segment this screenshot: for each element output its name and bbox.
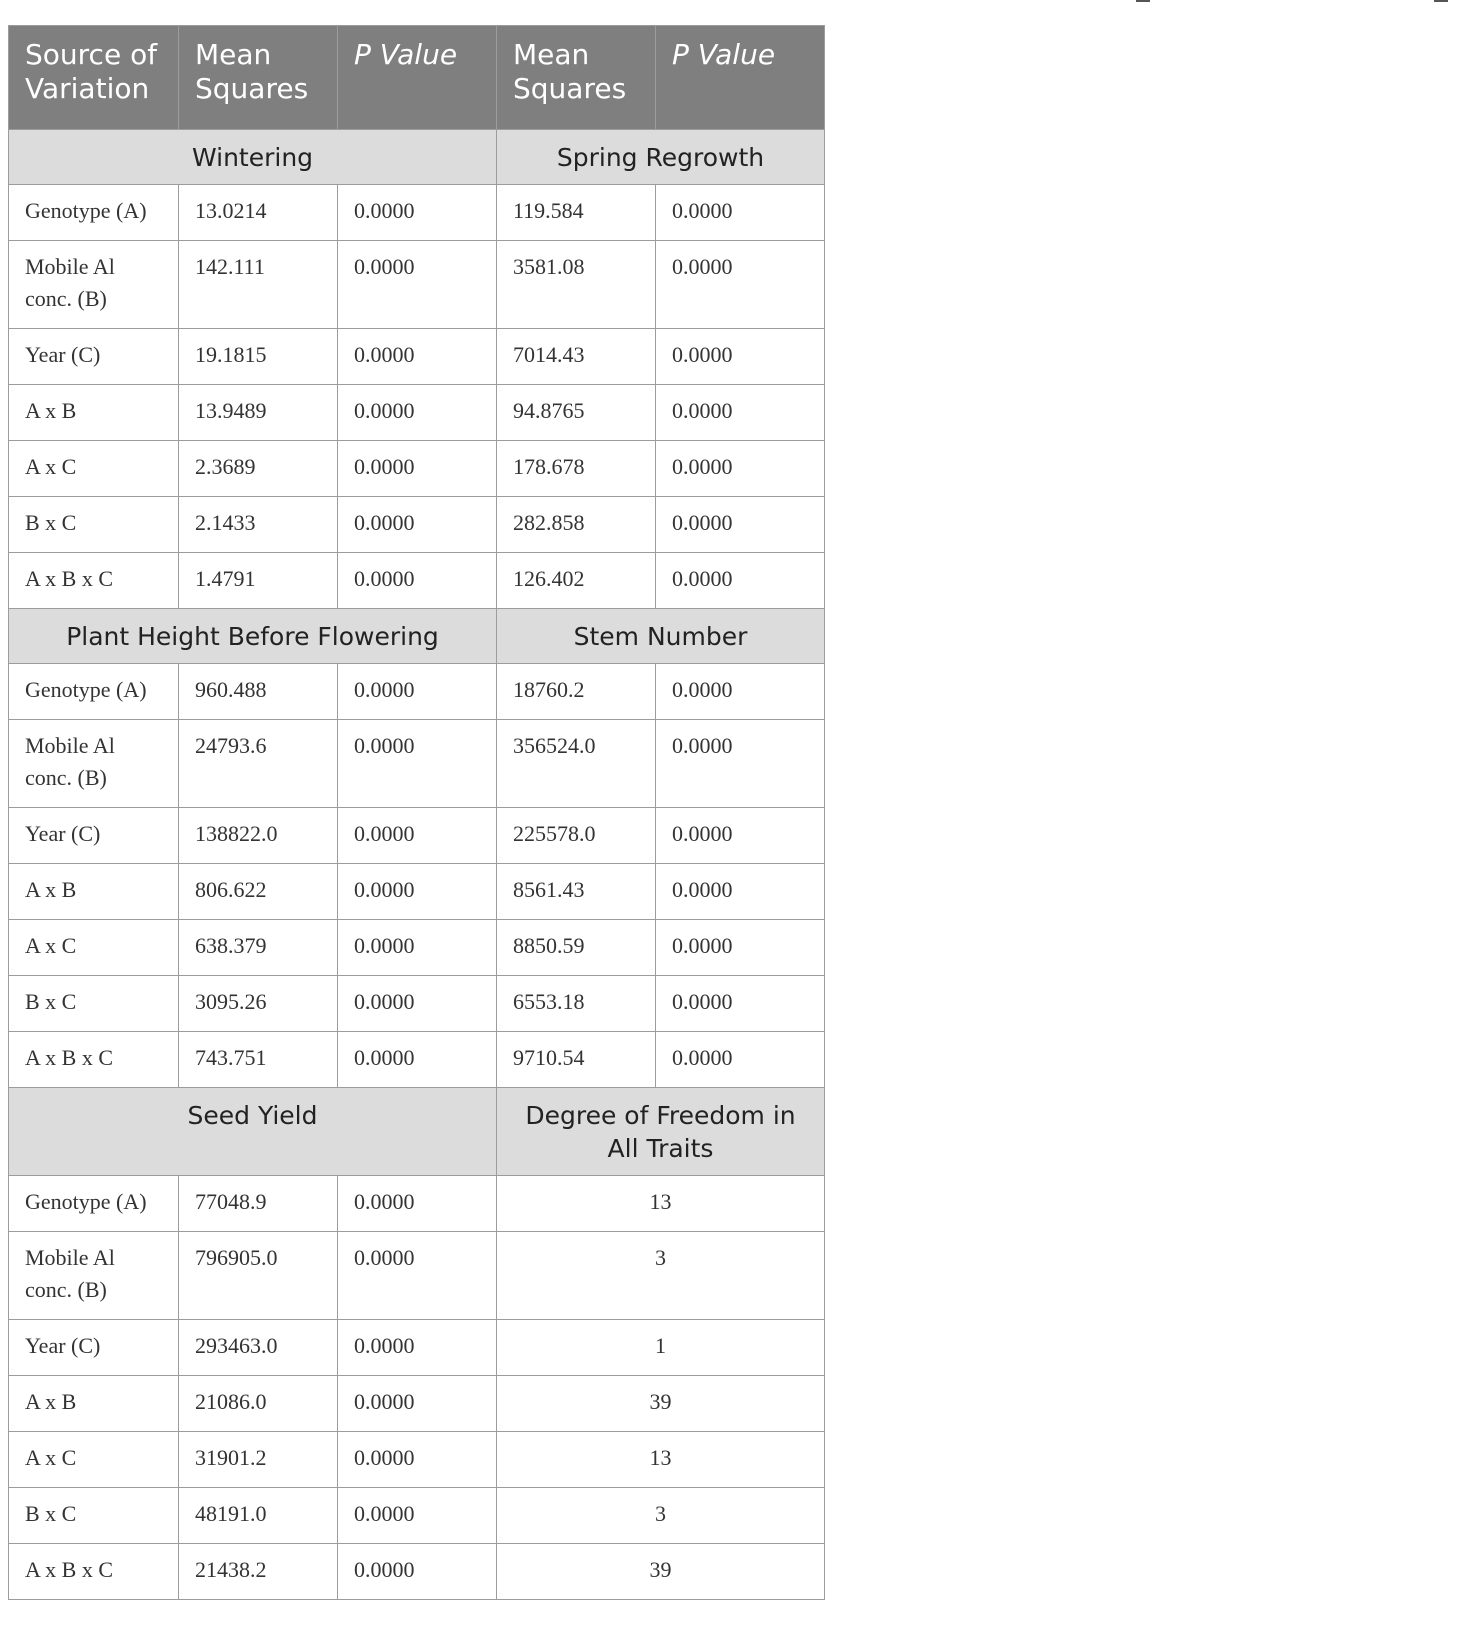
mean-squares-cell: 638.379 xyxy=(179,920,338,976)
source-cell: B x C xyxy=(9,497,179,553)
p-value-cell: 0.0000 xyxy=(338,441,497,497)
degree-of-freedom-cell: 39 xyxy=(497,1376,825,1432)
degree-of-freedom-cell: 13 xyxy=(497,1176,825,1232)
p-value-cell: 0.0000 xyxy=(338,1432,497,1488)
section-title-left: Seed Yield xyxy=(9,1088,497,1176)
source-cell: A x B xyxy=(9,864,179,920)
mean-squares-cell: 31901.2 xyxy=(179,1432,338,1488)
source-cell: Year (C) xyxy=(9,808,179,864)
table-row xyxy=(9,329,825,385)
section-title-right: Spring Regrowth xyxy=(497,130,825,185)
source-cell: Mobile Al conc. (B) xyxy=(9,241,179,329)
mean-squares-cell: 356524.0 xyxy=(497,720,656,808)
p-value-cell: 0.0000 xyxy=(656,808,825,864)
p-value-cell: 0.0000 xyxy=(656,720,825,808)
p-value-cell: 0.0000 xyxy=(656,241,825,329)
table-row xyxy=(9,1320,825,1376)
degree-of-freedom-cell: 39 xyxy=(497,1544,825,1600)
p-value-cell: 0.0000 xyxy=(656,664,825,720)
p-value-cell: 0.0000 xyxy=(338,1032,497,1088)
table-row xyxy=(9,1488,825,1544)
section-title-right: Degree of Freedom in All Traits xyxy=(497,1088,825,1176)
table-row xyxy=(9,497,825,553)
mean-squares-cell: 743.751 xyxy=(179,1032,338,1088)
header-p-value-1 xyxy=(338,26,497,130)
mean-squares-cell: 24793.6 xyxy=(179,720,338,808)
table-row xyxy=(9,920,825,976)
p-value-cell: 0.0000 xyxy=(656,553,825,609)
degree-of-freedom-cell: 3 xyxy=(497,1488,825,1544)
p-value-cell: 0.0000 xyxy=(338,329,497,385)
p-value-cell: 0.0000 xyxy=(656,1032,825,1088)
table-row xyxy=(9,1232,825,1320)
table-row xyxy=(9,1544,825,1600)
table-row xyxy=(9,976,825,1032)
source-cell: Year (C) xyxy=(9,329,179,385)
table-row xyxy=(9,1032,825,1088)
table-row xyxy=(9,553,825,609)
table-row xyxy=(9,1432,825,1488)
mean-squares-cell: 142.111 xyxy=(179,241,338,329)
mean-squares-cell: 7014.43 xyxy=(497,329,656,385)
section-title-right: Stem Number xyxy=(497,609,825,664)
source-cell: A x B xyxy=(9,385,179,441)
section-header-row xyxy=(9,609,825,664)
source-cell: A x B x C xyxy=(9,553,179,609)
source-cell: A x C xyxy=(9,441,179,497)
source-cell: A x C xyxy=(9,920,179,976)
mean-squares-cell: 13.0214 xyxy=(179,185,338,241)
p-value-cell: 0.0000 xyxy=(338,864,497,920)
p-value-cell: 0.0000 xyxy=(338,720,497,808)
mean-squares-cell: 21086.0 xyxy=(179,1376,338,1432)
source-cell: A x B x C xyxy=(9,1032,179,1088)
source-cell: Mobile Al conc. (B) xyxy=(9,720,179,808)
mean-squares-cell: 1.4791 xyxy=(179,553,338,609)
section-title-left: Plant Height Before Flowering xyxy=(9,609,497,664)
p-value-cell: 0.0000 xyxy=(338,1376,497,1432)
p-value-cell: 0.0000 xyxy=(338,185,497,241)
p-value-cell: 0.0000 xyxy=(338,1320,497,1376)
mean-squares-cell: 8850.59 xyxy=(497,920,656,976)
mean-squares-cell: 94.8765 xyxy=(497,385,656,441)
source-cell: Genotype (A) xyxy=(9,1176,179,1232)
table-row xyxy=(9,1376,825,1432)
mean-squares-cell: 806.622 xyxy=(179,864,338,920)
header-mean-squares-2: Mean Squares xyxy=(497,26,656,130)
mean-squares-cell: 21438.2 xyxy=(179,1544,338,1600)
table-row xyxy=(9,664,825,720)
mean-squares-cell: 9710.54 xyxy=(497,1032,656,1088)
p-value-cell: 0.0000 xyxy=(338,976,497,1032)
table-row xyxy=(9,864,825,920)
p-value-cell: 0.0000 xyxy=(656,497,825,553)
source-cell: Year (C) xyxy=(9,1320,179,1376)
p-value-cell: 0.0000 xyxy=(656,185,825,241)
mean-squares-cell: 3581.08 xyxy=(497,241,656,329)
p-value-cell: 0.0000 xyxy=(338,497,497,553)
mean-squares-cell: 3095.26 xyxy=(179,976,338,1032)
table-row xyxy=(9,808,825,864)
mean-squares-cell: 18760.2 xyxy=(497,664,656,720)
source-cell: Genotype (A) xyxy=(9,185,179,241)
mean-squares-cell: 225578.0 xyxy=(497,808,656,864)
mean-squares-cell: 77048.9 xyxy=(179,1176,338,1232)
p-value-cell: 0.0000 xyxy=(338,385,497,441)
corner-dash-left xyxy=(1136,0,1150,2)
corner-dash-right xyxy=(1434,0,1448,2)
section-header-row xyxy=(9,1088,825,1176)
section-title-left: Wintering xyxy=(9,130,497,185)
header-p-value-2-text: P Value xyxy=(672,38,776,71)
p-value-cell: 0.0000 xyxy=(338,1488,497,1544)
mean-squares-cell: 138822.0 xyxy=(179,808,338,864)
mean-squares-cell: 796905.0 xyxy=(179,1232,338,1320)
table-row xyxy=(9,441,825,497)
p-value-cell: 0.0000 xyxy=(656,976,825,1032)
p-value-cell: 0.0000 xyxy=(656,864,825,920)
table-row xyxy=(9,1176,825,1232)
degree-of-freedom-cell: 1 xyxy=(497,1320,825,1376)
mean-squares-cell: 6553.18 xyxy=(497,976,656,1032)
table-body xyxy=(9,130,825,1600)
mean-squares-cell: 13.9489 xyxy=(179,385,338,441)
source-cell: Mobile Al conc. (B) xyxy=(9,1232,179,1320)
anova-table xyxy=(8,25,825,1600)
table-row xyxy=(9,241,825,329)
p-value-cell: 0.0000 xyxy=(656,441,825,497)
source-cell: B x C xyxy=(9,976,179,1032)
header-p-value-2 xyxy=(656,26,825,130)
p-value-cell: 0.0000 xyxy=(338,664,497,720)
p-value-cell: 0.0000 xyxy=(338,553,497,609)
table-row xyxy=(9,185,825,241)
p-value-cell: 0.0000 xyxy=(338,920,497,976)
degree-of-freedom-cell: 3 xyxy=(497,1232,825,1320)
p-value-cell: 0.0000 xyxy=(338,1176,497,1232)
header-source: Source of Variation xyxy=(9,26,179,130)
section-header-row xyxy=(9,130,825,185)
mean-squares-cell: 119.584 xyxy=(497,185,656,241)
p-value-cell: 0.0000 xyxy=(338,1544,497,1600)
degree-of-freedom-cell: 13 xyxy=(497,1432,825,1488)
header-row xyxy=(9,26,825,130)
p-value-cell: 0.0000 xyxy=(338,241,497,329)
mean-squares-cell: 126.402 xyxy=(497,553,656,609)
source-cell: A x B xyxy=(9,1376,179,1432)
mean-squares-cell: 8561.43 xyxy=(497,864,656,920)
table-row xyxy=(9,385,825,441)
mean-squares-cell: 2.1433 xyxy=(179,497,338,553)
mean-squares-cell: 282.858 xyxy=(497,497,656,553)
mean-squares-cell: 19.1815 xyxy=(179,329,338,385)
p-value-cell: 0.0000 xyxy=(656,329,825,385)
mean-squares-cell: 178.678 xyxy=(497,441,656,497)
header-p-value-1-text: P Value xyxy=(354,38,458,71)
p-value-cell: 0.0000 xyxy=(338,1232,497,1320)
p-value-cell: 0.0000 xyxy=(656,385,825,441)
header-mean-squares-1: Mean Squares xyxy=(179,26,338,130)
table-row xyxy=(9,720,825,808)
p-value-cell: 0.0000 xyxy=(338,808,497,864)
source-cell: A x C xyxy=(9,1432,179,1488)
mean-squares-cell: 960.488 xyxy=(179,664,338,720)
source-cell: A x B x C xyxy=(9,1544,179,1600)
mean-squares-cell: 2.3689 xyxy=(179,441,338,497)
source-cell: Genotype (A) xyxy=(9,664,179,720)
mean-squares-cell: 48191.0 xyxy=(179,1488,338,1544)
source-cell: B x C xyxy=(9,1488,179,1544)
mean-squares-cell: 293463.0 xyxy=(179,1320,338,1376)
p-value-cell: 0.0000 xyxy=(656,920,825,976)
